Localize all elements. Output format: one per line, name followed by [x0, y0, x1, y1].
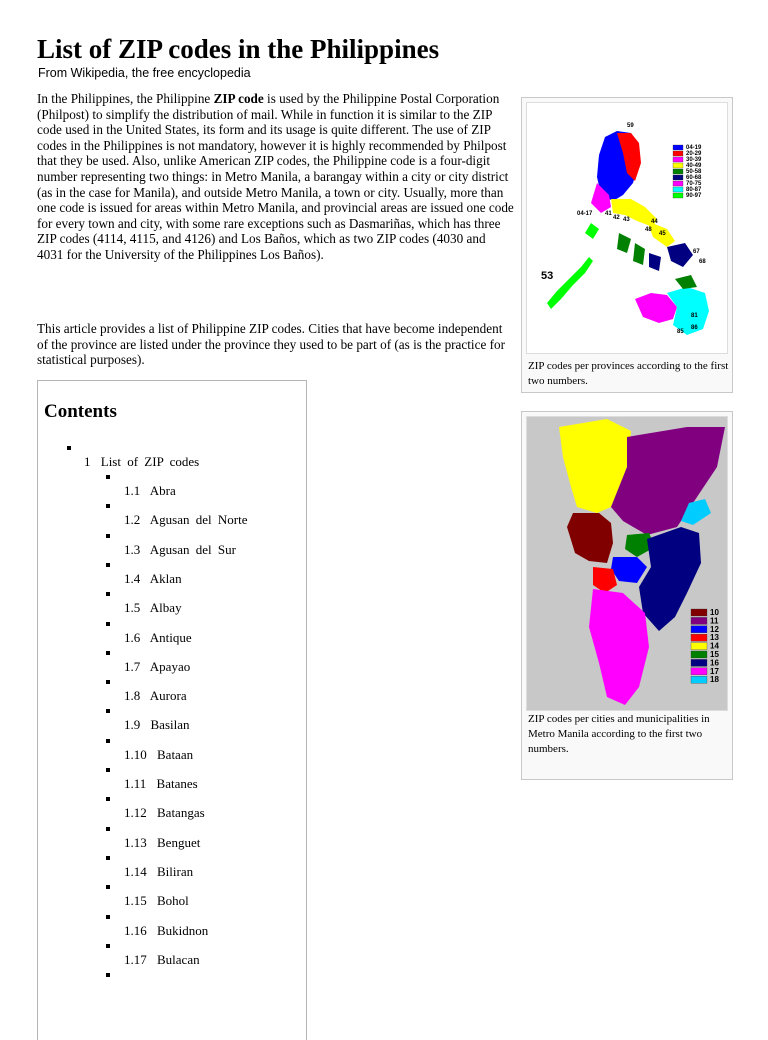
toc-item-bohol[interactable] [124, 893, 189, 909]
map-label: 48 [645, 227, 652, 233]
intro-text-before: In the Philippines, the Philippine [37, 91, 214, 106]
toc-label: Aurora [149, 688, 187, 704]
legend-label: 10 [710, 608, 719, 617]
toc-number: 1.12 [124, 805, 147, 821]
table-of-contents [37, 380, 307, 1040]
toc-label: Agusan del Sur [149, 541, 236, 557]
toc-item-bulacan[interactable] [124, 952, 200, 968]
legend-swatch [691, 626, 707, 633]
intro-text-after: is used by the Philippine Postal Corporation (Philpost) to simplify the distribution of mail. While in function it is similar to the ZIP code used in the United States, its form and its usage is quite different. The use of ZIP codes in the Philippines is not mandatory, however it is highly recommended by Philpost that they be used. Also, unlike American ZIP codes, the Philippine code is a four-digit number representing two things: in Metro Manila, a barangay within a city or city district (as in the case for Manila), and outside Metro Manila, a town or city. Usually, more than one code is issued for areas within Metro Manila, and provincial areas are issued one code for every town and city, with some rare exceptions such as Dasmariñas, which has three ZIP codes (4114, 4115, and 4126) and Los Baños, which as two ZIP codes (4030 and 4031 for the University of the Philippines Los Baños). [37, 91, 514, 262]
toc-item-batanes[interactable] [124, 776, 198, 792]
toc-bullet [106, 534, 110, 538]
toc-item-albay[interactable] [124, 600, 182, 616]
toc-bullet [106, 475, 110, 479]
legend-swatch [691, 634, 707, 641]
toc-label: Batanes [156, 776, 198, 791]
toc-item-abra[interactable] [124, 483, 176, 499]
legend-label: 90-97 [686, 193, 702, 199]
toc-number: 1.7 [124, 658, 141, 674]
toc-number: 1.15 [124, 893, 147, 909]
toc-item-biliran[interactable] [124, 864, 193, 880]
toc-bullet [106, 709, 110, 713]
legend-label: 13 [710, 633, 719, 643]
legend-swatch [691, 651, 707, 658]
toc-bullet [67, 446, 71, 450]
toc-item-basilan[interactable] [124, 717, 190, 733]
toc-number: 1.4 [124, 570, 141, 586]
toc-number: 1.16 [124, 922, 147, 938]
toc-number: 1.10 [124, 746, 147, 762]
map-label: 44 [651, 219, 658, 225]
legend-label: 11 [710, 616, 719, 626]
map-label: 43 [623, 217, 630, 223]
toc-bullet [106, 622, 110, 626]
toc-item-agusan-del-sur[interactable] [124, 542, 236, 558]
tagline: From Wikipedia, the free encyclopedia [38, 66, 251, 80]
philippines-map-graphic [527, 103, 727, 353]
toc-bullet [106, 944, 110, 948]
map-label: 42 [613, 215, 620, 221]
map-label: 67 [693, 249, 700, 255]
toc-number: 1 [84, 454, 91, 469]
toc-item-bataan[interactable] [124, 747, 193, 763]
toc-label: Bataan [157, 746, 194, 762]
province-map-caption: ZIP codes per provinces according to the first two numbers. [528, 360, 729, 387]
legend-swatch [673, 193, 683, 198]
legend-label: 80-87 [686, 187, 702, 193]
toc-bullet [106, 768, 110, 772]
province-map-figure [521, 97, 733, 393]
legend-label: 15 [710, 650, 719, 659]
toc-label: Benguet [157, 834, 201, 850]
legend-swatch [673, 175, 683, 180]
toc-label: Abra [149, 483, 176, 498]
metro-manila-map[interactable] [526, 416, 728, 711]
toc-bullet [106, 680, 110, 684]
region-palawan [547, 257, 593, 309]
region-cebu [649, 253, 661, 271]
legend-label: 60-68 [686, 175, 702, 181]
legend-label: 04-19 [686, 145, 702, 151]
legend-label: 30-39 [686, 157, 702, 163]
region-panay [617, 233, 631, 253]
map-label: 81 [691, 313, 698, 319]
legend-label: 50-58 [686, 169, 702, 175]
toc-label: Bukidnon [157, 922, 209, 938]
toc-item-bukidnon[interactable] [124, 923, 208, 939]
region-mindoro [585, 223, 599, 239]
province-map[interactable] [526, 102, 728, 354]
toc-title: Contents [44, 401, 117, 422]
toc-bullet [106, 563, 110, 567]
toc-bullet [106, 651, 110, 655]
toc-bullet [106, 592, 110, 596]
intro-paragraph [37, 91, 515, 263]
toc-bullet [106, 856, 110, 860]
map-label: 41 [605, 211, 612, 217]
toc-item-aurora[interactable] [124, 688, 187, 704]
toc-number: 1.6 [124, 629, 141, 645]
map-label: 04-17 [577, 211, 593, 217]
metro-legend [691, 608, 719, 684]
toc-number: 1.11 [124, 776, 147, 791]
province-legend [673, 145, 702, 199]
toc-bullet [106, 915, 110, 919]
toc-label: Antique [149, 629, 192, 645]
toc-label: Basilan [150, 717, 190, 733]
toc-label: Albay [149, 600, 182, 616]
toc-label: Biliran [157, 863, 194, 879]
legend-swatch [673, 169, 683, 174]
toc-item-aklan[interactable] [124, 571, 182, 587]
legend-swatch [673, 163, 683, 168]
legend-label: 17 [710, 666, 719, 676]
metro-manila-map-caption: ZIP codes per cities and municipalities in Metro Manila according to the first two numbers. [528, 713, 710, 755]
legend-swatch [691, 676, 707, 683]
map-label: 53 [541, 270, 554, 282]
toc-bullet [106, 885, 110, 889]
toc-label: Bulacan [157, 951, 200, 967]
toc-bullet [106, 797, 110, 801]
toc-label: Aklan [149, 570, 182, 586]
map-label: 59 [627, 123, 634, 129]
legend-swatch [691, 617, 707, 624]
toc-item-benguet[interactable] [124, 835, 200, 851]
legend-swatch [691, 643, 707, 650]
toc-label: Batangas [157, 805, 205, 821]
region-mindanao-north [675, 275, 697, 289]
toc-bullet [106, 973, 110, 977]
legend-swatch [691, 609, 707, 616]
page-title: List of ZIP codes in the Philippines [37, 34, 440, 64]
map-label: 45 [659, 231, 666, 237]
toc-number: 1.5 [124, 600, 141, 616]
toc-label: List of ZIP codes [100, 454, 200, 469]
toc-item-apayao[interactable] [124, 659, 190, 675]
map-label: 85 [677, 329, 684, 335]
legend-swatch [673, 157, 683, 162]
legend-label: 20-29 [686, 151, 702, 157]
legend-swatch [691, 668, 707, 675]
toc-bullet [106, 827, 110, 831]
legend-swatch [691, 659, 707, 666]
toc-number: 1.1 [124, 483, 141, 498]
region-samar [667, 243, 693, 267]
legend-label: 70-75 [686, 181, 702, 187]
toc-label: Apayao [149, 658, 191, 674]
toc-label: Bohol [157, 893, 189, 909]
legend-label: 14 [710, 641, 719, 651]
toc-number: 1.2 [124, 512, 141, 528]
metro-manila-map-graphic [527, 417, 727, 710]
toc-number: 1.8 [124, 688, 141, 704]
legend-label: 12 [710, 624, 719, 634]
map-label: 68 [699, 259, 706, 265]
toc-bullet [106, 504, 110, 508]
toc-number: 1.9 [124, 717, 141, 733]
zip-code-term: ZIP code [213, 91, 264, 106]
map-label: 86 [691, 325, 698, 331]
legend-swatch [673, 151, 683, 156]
scope-paragraph: This article provides a list of Philippine ZIP codes. Cities that have become independent of the province are listed under the province they used to be part of (as is the practice for statistical purposes). [37, 321, 505, 368]
legend-swatch [673, 181, 683, 186]
legend-swatch [673, 145, 683, 150]
toc-item-agusan-del-norte[interactable] [124, 512, 248, 528]
toc-number: 1.14 [124, 863, 147, 879]
toc-item-batangas[interactable] [124, 805, 205, 821]
toc-label: Agusan del Norte [149, 512, 248, 528]
toc-number: 1.13 [124, 834, 147, 850]
legend-label: 18 [710, 675, 719, 685]
toc-number: 1.17 [124, 951, 147, 967]
toc-item-antique[interactable] [124, 630, 192, 646]
legend-label: 40-49 [686, 163, 702, 169]
toc-number: 1.3 [124, 541, 141, 557]
toc-item-list-of-zip-codes[interactable] [84, 454, 199, 470]
region-negros [633, 243, 645, 265]
legend-label: 16 [710, 658, 719, 668]
legend-swatch [673, 187, 683, 192]
toc-bullet [106, 739, 110, 743]
metro-manila-map-figure [521, 411, 733, 780]
